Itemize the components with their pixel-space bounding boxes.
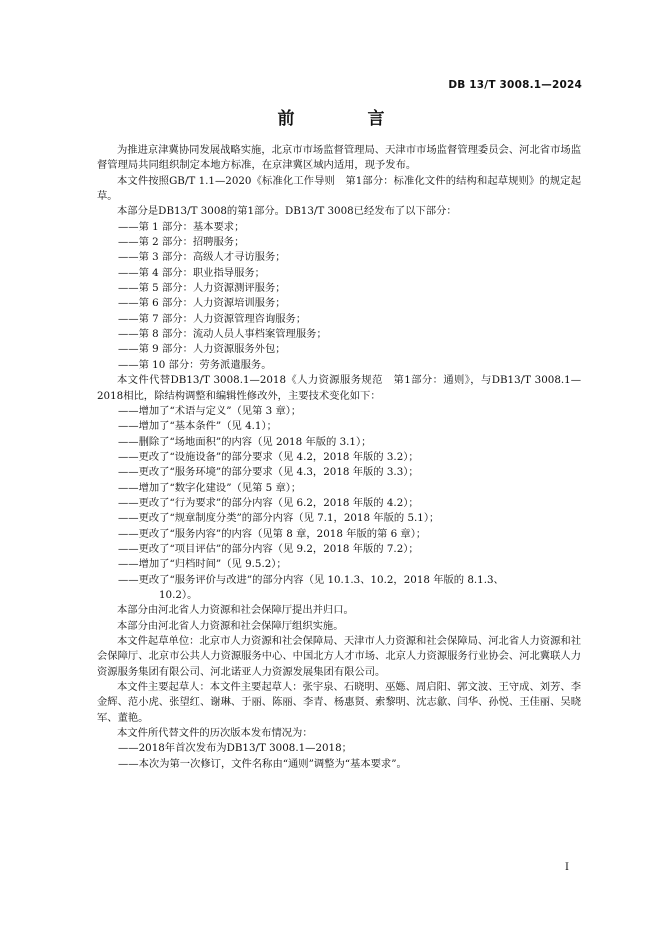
drafting-units-paragraph: 本文件起草单位：北京市人力资源和社会保障局、天津市人力资源和社会保障局、河北省人力资源和社会保障厅、北京市公共人力资源服务中心、中国北方人才市场、北京人力资源服务行业协会、河北冀联人力资源服务集团有限公司、河北诺亚人力资源发展集团有限公司。 bbox=[97, 635, 581, 678]
drafting-rule-paragraph: 本文件按照GB/T 1.1—2020《标准化工作导则 第1部分：标准化文件的结构和起草规则》的规定起草。 bbox=[97, 174, 581, 203]
part-list-item: ——第 2 部分：招聘服务； bbox=[118, 236, 245, 249]
change-list-continuation: 10.2）。 bbox=[159, 588, 198, 601]
part-list-item: ——第 4 部分：职业指导服务； bbox=[118, 266, 265, 279]
change-list-item: ——删除了“场地面积”的内容（见 2018 年版的 3.1）； bbox=[118, 435, 372, 448]
history-list-item: ——本次为第一次修订，文件名称由“通则”调整为“基本要求”。 bbox=[118, 757, 407, 770]
part-list-item: ——第 6 部分：人力资源培训服务； bbox=[118, 297, 286, 310]
replacement-paragraph: 本文件代替DB13/T 3008.1—2018《人力资源服务规范 第1部分：通则》，与DB13/T 3008.1—2018相比，除结构调整和编辑性修改外，主要技术变化如下： bbox=[97, 374, 581, 402]
document-id: DB 13/T 3008.1—2024 bbox=[448, 79, 582, 91]
part-list-item: ——第 3 部分：高级人才寻访服务； bbox=[118, 251, 286, 264]
change-list-item: ——更改了“规章制度分类”的部分内容（见 7.1，2018 年版的 5.1）； bbox=[118, 512, 440, 525]
part-list-item: ——第 8 部分：流动人员人事档案管理服务； bbox=[118, 328, 327, 341]
change-list-item: ——更改了“服务环境”的部分要求（见 4.3，2018 年版的 3.3）； bbox=[118, 466, 419, 479]
intro-paragraph: 为推进京津冀协同发展战略实施，北京市市场监督管理局、天津市市场监督管理委员会、河北省市场监督管理局共同组织制定本地方标准，在京津冀区域内适用，现予发布。 bbox=[97, 144, 581, 172]
change-list-item: ——更改了“行为要求”的部分内容（见 6.2，2018 年版的 4.2）； bbox=[118, 496, 419, 509]
change-list-item: ——增加了“术语与定义”（见第 3 章）； bbox=[118, 404, 302, 417]
history-intro-paragraph: 本文件所代替文件的历次版本发布情况为： bbox=[117, 727, 313, 740]
part-list-item: ——第 9 部分：人力资源服务外包； bbox=[118, 343, 286, 356]
change-list-item: ——增加了“基本条件”（见 4.1）； bbox=[118, 420, 277, 433]
change-list-item: ——更改了“设施设备”的部分要求（见 4.2，2018 年版的 3.2）； bbox=[118, 450, 419, 463]
page-title: 前 言 bbox=[277, 109, 413, 129]
proposed-by-paragraph: 本部分由河北省人力资源和社会保障厅提出并归口。 bbox=[117, 604, 354, 617]
history-list-item: ——2018年首次发布为DB13/T 3008.1—2018； bbox=[118, 742, 352, 755]
page-number: I bbox=[565, 862, 569, 873]
change-list-item: ——增加了“归档时间”（见 9.5.2）； bbox=[118, 558, 287, 571]
part-list-item: ——第 5 部分：人力资源测评服务； bbox=[118, 282, 286, 295]
drafters-paragraph: 本文件主要起草人：本文件主要起草人：张宇泉、石晓明、巫嫕、周启阳、郭文波、王守成、刘芳、李金辉、范小虎、张望红、谢琳、于丽、陈丽、李青、杨惠贤、索黎明、沈志歙、闫华、孙悦、王佳丽、吴晓军、董艳。 bbox=[97, 681, 581, 724]
change-list-item: ——更改了“服务评价与改进”的部分内容（见 10.1.3、10.2，2018 年版的 8.1.3、 bbox=[118, 573, 504, 586]
part-intro-paragraph: 本部分是DB13/T 3008的第1部分。DB13/T 3008已经发布了以下部分： bbox=[117, 205, 457, 218]
organized-by-paragraph: 本部分由河北省人力资源和社会保障厅组织实施。 bbox=[117, 619, 344, 632]
part-list-item: ——第 10 部分：劳务派遣服务。 bbox=[118, 358, 272, 371]
part-list-item: ——第 1 部分：基本要求； bbox=[118, 220, 245, 233]
change-list-item: ——更改了“项目评估”的部分内容（见 9.2，2018 年版的 7.2）； bbox=[118, 542, 419, 555]
part-list-item: ——第 7 部分：人力资源管理咨询服务； bbox=[118, 312, 307, 325]
change-list-item: ——增加了“数字化建设”（见第 5 章）； bbox=[118, 481, 302, 494]
change-list-item: ——更改了“服务内容”的内容（见第 8 章，2018 年版的第 6 章）； bbox=[118, 527, 427, 540]
document-body bbox=[97, 143, 581, 772]
